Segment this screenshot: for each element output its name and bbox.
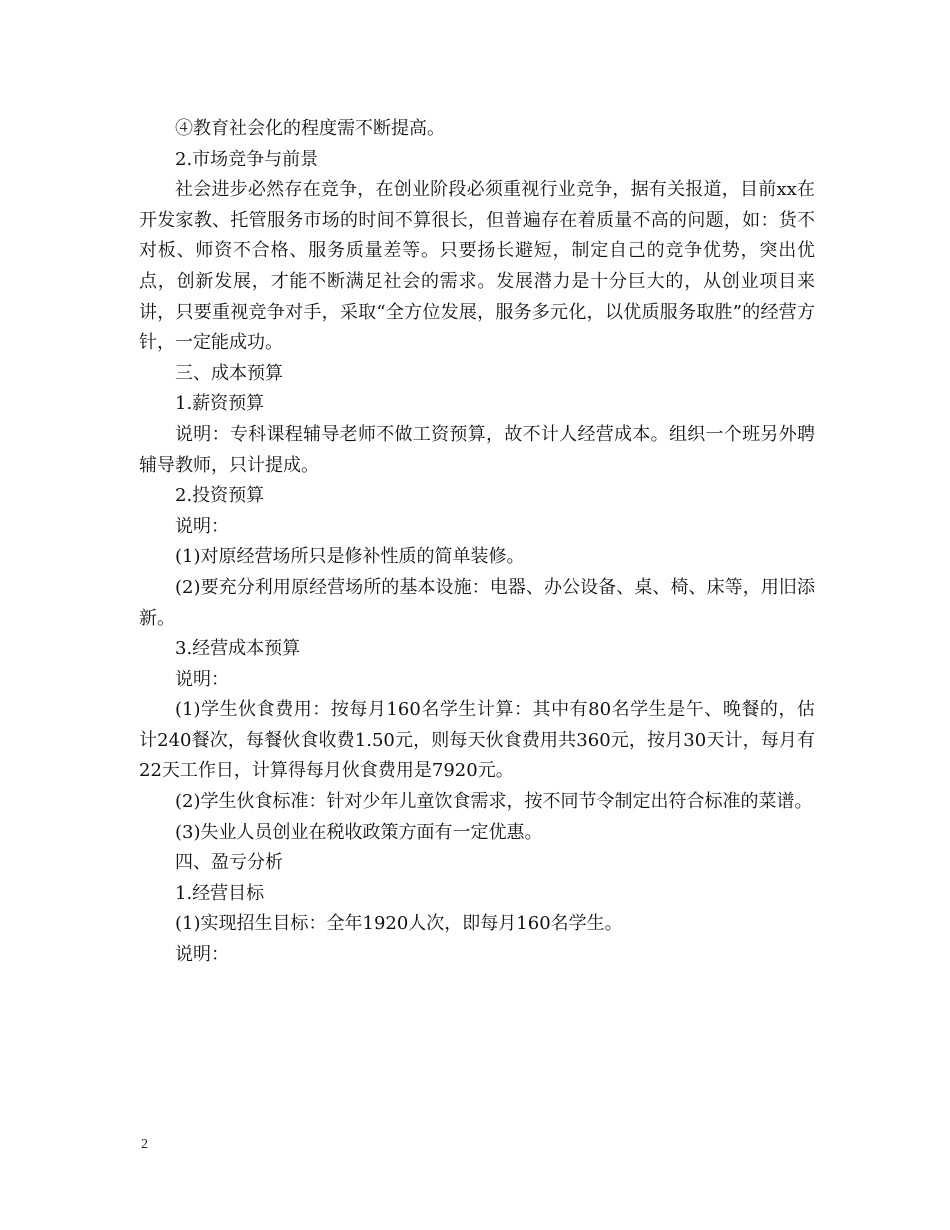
paragraph: (3)失业人员创业在税收政策方面有一定优惠。 bbox=[175, 821, 543, 843]
paragraph: (2)要充分利用原经营场所的基本设施：电器、办公设备、桌、椅、床等，用旧添新。 bbox=[139, 576, 815, 629]
paragraph: 说明： bbox=[175, 668, 229, 690]
paragraph: (1)对原经营场所只是修补性质的简单装修。 bbox=[175, 546, 525, 568]
section-heading: 3.经营成本预算 bbox=[175, 638, 301, 660]
paragraph: (1)学生伙食费用：按每月160名学生计算：其中有80名学生是午、晚餐的，估计240餐次，每餐伙食收费1.50元，则每天伙食费用共360元，按月30天计，每月有22天工作日，计算得每月伙食费用是7920元。 bbox=[139, 699, 815, 782]
paragraph: 说明： bbox=[175, 515, 229, 537]
paragraph: (1)实现招生目标：全年1920人次，即每月160名学生。 bbox=[175, 913, 623, 935]
paragraph: 社会进步必然存在竞争，在创业阶段必须重视行业竞争，据有关报道，目前xx在开发家教、托管服务市场的时间不算很长，但普遍存在着质量不高的问题，如：货不对板、师资不合格、服务质量差等。只要扬长避短，制定自己的竞争优势，突出优点，创新发展，才能不断满足社会的需求。发展潜力是十分巨大的，从创业项目来讲，只要重视竞争对手，采取“全方位发展，服务多元化，以优质服务取胜”的经营方针，一定能成功。 bbox=[139, 179, 815, 354]
paragraph: 说明： bbox=[175, 944, 229, 966]
section-heading: 1.经营目标 bbox=[175, 882, 265, 904]
section-heading: 2.投资预算 bbox=[175, 485, 265, 507]
section-heading: 三、成本预算 bbox=[175, 362, 283, 384]
document-body bbox=[139, 114, 815, 971]
section-heading: 四、盈亏分析 bbox=[175, 852, 283, 874]
paragraph: ④教育社会化的程度需不断提高。 bbox=[175, 118, 445, 139]
paragraph: 说明：专科课程辅导老师不做工资预算，故不计人经营成本。组织一个班另外聘辅导教师，只计提成。 bbox=[139, 423, 815, 476]
paragraph: (2)学生伙食标准：针对少年儿童饮食需求，按不同节令制定出符合标准的菜谱。 bbox=[175, 791, 813, 813]
page-number: 2 bbox=[141, 1137, 148, 1152]
section-heading: 2.市场竞争与前景 bbox=[175, 148, 319, 170]
section-heading: 1.薪资预算 bbox=[175, 393, 265, 415]
